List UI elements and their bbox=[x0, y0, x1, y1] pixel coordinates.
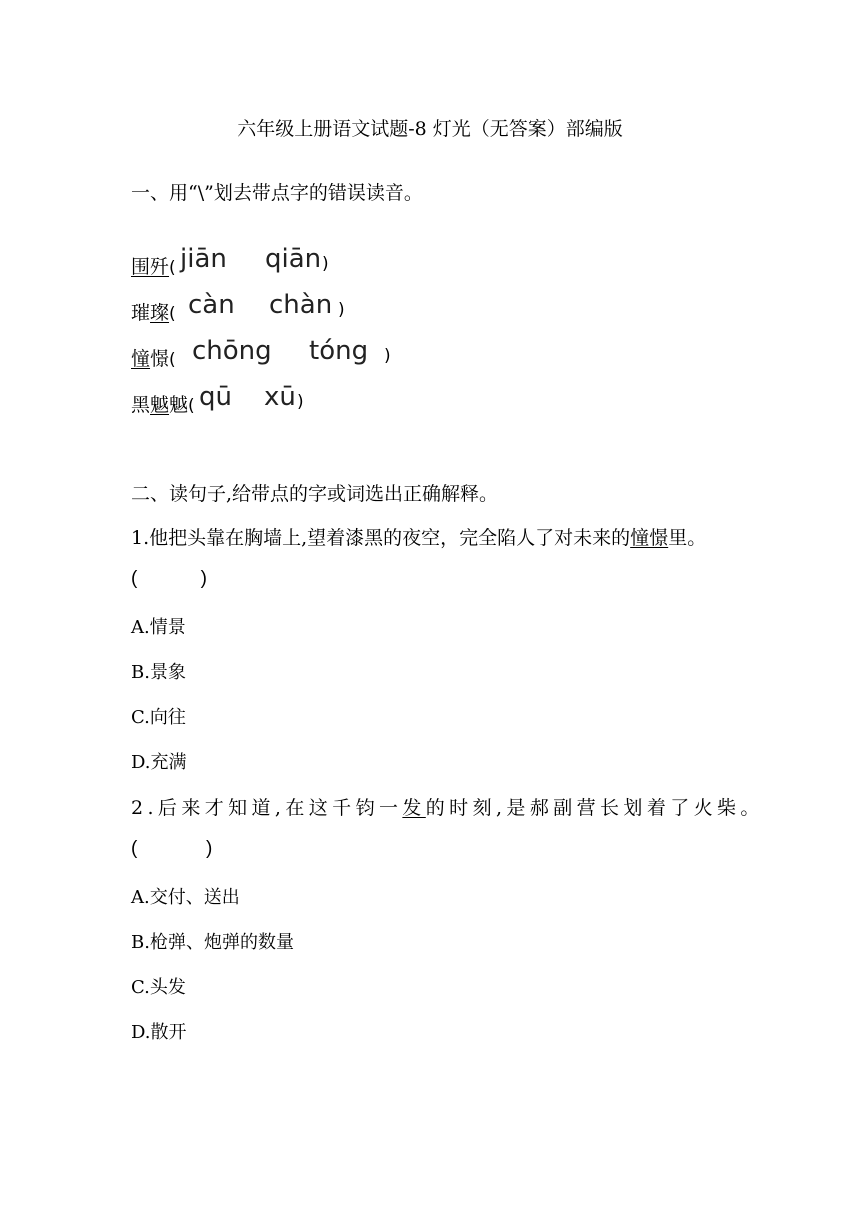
option-b: B.景象 bbox=[131, 662, 186, 683]
close-paren: ) bbox=[338, 300, 345, 320]
close-paren: ) bbox=[322, 254, 329, 274]
question-2: 2.后来才知道,在这千钧一发的时刻,是郝副营长划着了火柴。 bbox=[131, 797, 764, 819]
pinyin-item-4 bbox=[131, 382, 431, 420]
option-b: B.枪弹、炮弹的数量 bbox=[131, 932, 294, 953]
pinyin-option-b: xū bbox=[264, 382, 296, 412]
pinyin-item-3 bbox=[131, 336, 431, 374]
item-word: 黑魆魆( bbox=[131, 394, 195, 416]
item-word: 憧憬( bbox=[131, 348, 176, 370]
pinyin-option-a: càn bbox=[188, 290, 235, 320]
item-word: 围歼( bbox=[131, 256, 176, 278]
pinyin-option-a: jiān bbox=[180, 244, 227, 274]
section-1-heading: 一、用“\”划去带点字的错误读音。 bbox=[131, 182, 423, 204]
option-c: C.向往 bbox=[131, 707, 186, 728]
option-c: C.头发 bbox=[131, 977, 186, 998]
option-a: A.交付、送出 bbox=[131, 887, 240, 908]
option-d: D.散开 bbox=[131, 1022, 187, 1043]
page-title: 六年级上册语文试题-8 灯光（无答案）部编版 bbox=[237, 118, 623, 140]
pinyin-option-a: chōng bbox=[192, 336, 272, 366]
pinyin-option-b: chàn bbox=[269, 290, 333, 320]
answer-blank-2[interactable]: ( ) bbox=[131, 838, 213, 859]
close-paren: ) bbox=[297, 392, 304, 412]
pinyin-option-a: qū bbox=[199, 382, 232, 412]
section-2-heading: 二、读句子,给带点的字或词选出正确解释。 bbox=[131, 483, 499, 505]
pinyin-option-b: qiān bbox=[265, 244, 322, 274]
pinyin-option-b: tóng bbox=[309, 336, 369, 366]
answer-blank-1[interactable]: ( ) bbox=[131, 568, 207, 589]
pinyin-item-1 bbox=[131, 244, 431, 282]
underlined-word: 憧憬 bbox=[630, 527, 669, 549]
pinyin-item-2 bbox=[131, 290, 431, 328]
option-d: D.充满 bbox=[131, 752, 187, 773]
underlined-word: 发 bbox=[402, 797, 426, 819]
item-word: 璀璨( bbox=[131, 302, 176, 324]
close-paren: ) bbox=[384, 346, 391, 366]
question-1: 1.他把头靠在胸墙上,望着漆黑的夜空，完全陷人了对未来的憧憬里。 bbox=[131, 527, 707, 549]
option-a: A.情景 bbox=[131, 617, 186, 638]
